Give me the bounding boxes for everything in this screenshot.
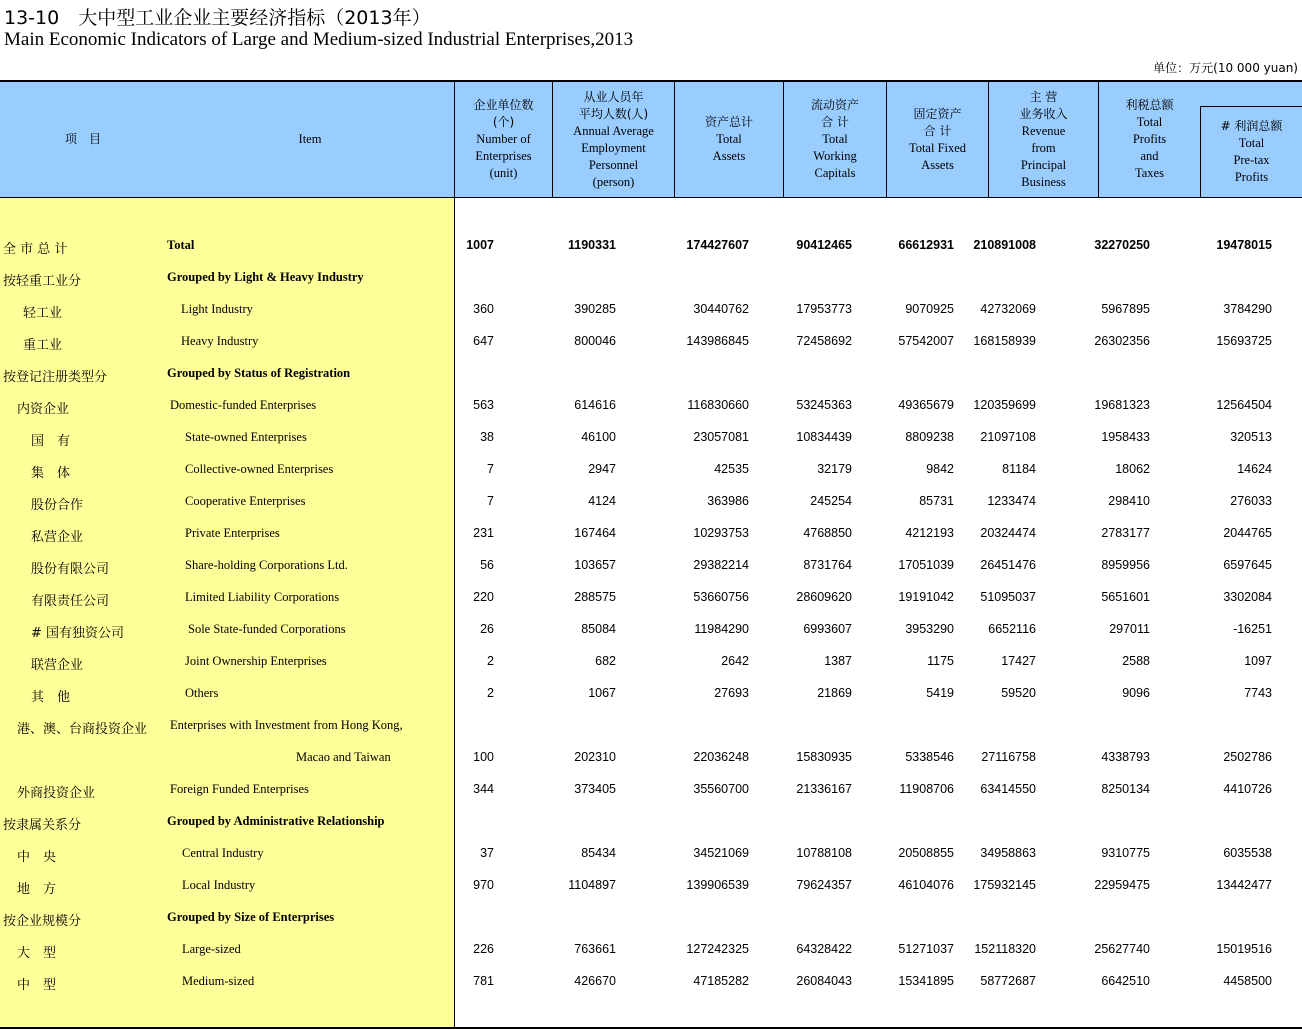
- row-value-col-1: 37: [480, 846, 494, 860]
- table-row: [0, 332, 1302, 352]
- item-stub-column: [0, 198, 455, 1027]
- header-column-7: [1098, 82, 1200, 197]
- row-value-col-4: 64328422: [796, 942, 852, 956]
- row-value-col-7: 5651601: [1101, 590, 1150, 604]
- row-value-col-7: 26302356: [1094, 334, 1150, 348]
- row-value-col-8: 3302084: [1223, 590, 1272, 604]
- header-column-2-cn-line: 从业人员年: [583, 89, 644, 104]
- row-value-col-1: 360: [473, 302, 494, 316]
- header-column-7-en-line: Profits: [1132, 132, 1167, 146]
- row-value-col-5: 46104076: [898, 878, 954, 892]
- row-value-col-5: 57542007: [898, 334, 954, 348]
- row-label-cn: 集 体: [31, 466, 71, 481]
- row-value-col-2: 763661: [574, 942, 616, 956]
- header-column-5-en-line: Assets: [921, 157, 954, 172]
- table-row: [0, 492, 1302, 512]
- row-value-col-1: 231: [473, 526, 494, 540]
- row-label-en: Enterprises with Investment from Hong Kong,: [170, 718, 403, 732]
- row-value-col-2: 1104897: [568, 878, 616, 892]
- row-value-col-7: 2588: [1122, 654, 1150, 668]
- row-value-col-3: 139906539: [686, 878, 749, 892]
- row-label-cn: 其 他: [31, 690, 71, 705]
- row-value-col-8: 2044765: [1223, 526, 1272, 540]
- row-value-col-4: 1387: [824, 654, 852, 668]
- table-row: [0, 876, 1302, 896]
- row-value-col-8: 320513: [1230, 430, 1272, 444]
- row-value-col-5: 8809238: [905, 430, 954, 444]
- header-column-8-en-line: Pre-tax: [1233, 153, 1270, 167]
- row-value-col-4: 90412465: [796, 238, 852, 252]
- header-column-8-en-line: Total: [1238, 136, 1265, 150]
- table-row: [0, 972, 1302, 992]
- row-value-col-4: 17953773: [796, 302, 852, 316]
- row-value-col-1: 26: [480, 622, 494, 636]
- row-value-col-5: 11908706: [899, 782, 954, 796]
- header-item-cn-text: 项 目: [64, 132, 101, 146]
- header-column-1: [454, 82, 552, 197]
- header-column-7-cn-line: 利税总额: [1125, 98, 1174, 112]
- header-column-2-en-line: Personnel: [588, 157, 639, 172]
- row-value-col-2: 288575: [574, 590, 616, 604]
- row-value-col-8: 7743: [1244, 686, 1272, 700]
- header-column-6-en-line: Principal: [1020, 157, 1067, 172]
- row-label-cn: 有限责任公司: [31, 594, 110, 609]
- row-value-col-3: 42535: [714, 462, 749, 476]
- row-label-cn: 外商投资企业: [17, 786, 96, 801]
- row-value-col-2: 167464: [574, 526, 616, 540]
- row-value-col-5: 4212193: [905, 526, 954, 540]
- row-value-col-6: 20324474: [980, 526, 1036, 540]
- row-value-col-3: 23057081: [693, 430, 749, 444]
- header-column-2-en-line: Employment: [581, 140, 646, 155]
- row-value-col-3: 116830660: [687, 398, 749, 412]
- row-value-col-7: 9310775: [1101, 846, 1150, 860]
- header-column-1-en-line: Number of: [476, 132, 531, 146]
- header-column-6-en-line: Revenue: [1021, 123, 1066, 138]
- header-column-5-en-line: Total Fixed: [908, 140, 967, 155]
- row-value-col-5: 9070925: [905, 302, 954, 316]
- row-value-col-7: 4338793: [1101, 750, 1150, 764]
- row-value-col-4: 32179: [817, 462, 852, 476]
- row-value-col-1: 563: [473, 398, 494, 412]
- row-label-en: Limited Liability Corporations: [185, 590, 340, 604]
- row-label-cn: 大 型: [17, 946, 57, 961]
- row-value-col-1: 344: [473, 782, 494, 796]
- header-item-cn: [0, 82, 166, 197]
- row-value-col-2: 46100: [581, 430, 616, 444]
- row-value-col-6: 1233474: [987, 494, 1036, 508]
- row-value-col-3: 53660756: [693, 590, 749, 604]
- row-label-cn: 地 方: [17, 882, 57, 897]
- row-label-en: State-owned Enterprises: [185, 430, 307, 444]
- row-value-col-2: 390285: [574, 302, 616, 316]
- row-label-en: Grouped by Size of Enterprises: [167, 910, 335, 924]
- row-value-col-7: 19681323: [1094, 398, 1150, 412]
- row-value-col-8: 19478015: [1216, 238, 1272, 252]
- row-value-col-5: 1175: [927, 654, 954, 668]
- row-value-col-4: 6993607: [803, 622, 852, 636]
- row-value-col-8: 6597645: [1223, 558, 1272, 572]
- table-row: [0, 908, 1302, 928]
- row-value-col-1: 56: [480, 558, 494, 572]
- row-value-col-3: 2642: [721, 654, 749, 668]
- table-row: [0, 396, 1302, 416]
- row-value-col-6: 58772687: [980, 974, 1036, 988]
- table-row: [0, 812, 1302, 832]
- row-value-col-6: 175932145: [973, 878, 1036, 892]
- row-value-col-3: 143986845: [686, 334, 749, 348]
- row-value-col-6: 81184: [1002, 462, 1036, 476]
- row-label-cn: 按隶属关系分: [3, 818, 82, 833]
- header-column-4: [783, 82, 886, 197]
- row-value-col-6: 34958863: [980, 846, 1036, 860]
- row-label-en: Heavy Industry: [181, 334, 259, 348]
- header-column-2-en-line: (person): [592, 174, 635, 189]
- header-column-5-cn-line: 固定资产: [913, 106, 962, 121]
- row-value-col-2: 2947: [588, 462, 616, 476]
- header-column-1-en-line: Enterprises: [475, 149, 532, 163]
- row-value-col-8: 1097: [1244, 654, 1272, 668]
- row-value-col-6: 27116758: [981, 750, 1036, 764]
- table-row: [0, 620, 1302, 640]
- table-row: [0, 268, 1302, 288]
- header-column-8-cn-line: # 利润总额: [1220, 119, 1283, 133]
- row-value-col-1: 100: [473, 750, 494, 764]
- row-value-col-5: 15341895: [898, 974, 954, 988]
- row-label-en: Joint Ownership Enterprises: [185, 654, 327, 668]
- row-label-cn: 中 央: [17, 850, 57, 865]
- header-item-en-text: Item: [298, 132, 322, 146]
- table-row: [0, 940, 1302, 960]
- row-value-col-8: 4410726: [1223, 782, 1272, 796]
- header-column-1-cn-line: (个): [492, 115, 515, 129]
- header-column-2: [552, 82, 674, 197]
- row-value-col-3: 30440762: [693, 302, 749, 316]
- row-value-col-2: 85434: [581, 846, 616, 860]
- row-value-col-1: 7: [487, 462, 494, 476]
- row-value-col-6: 6652116: [988, 622, 1036, 636]
- row-value-col-6: 21097108: [980, 430, 1036, 444]
- row-label-en: Others: [185, 686, 219, 700]
- header-column-7-en-line: Total: [1136, 115, 1163, 129]
- row-value-col-8: 3784290: [1223, 302, 1272, 316]
- row-value-col-6: 42732069: [980, 302, 1036, 316]
- row-value-col-7: 298410: [1108, 494, 1150, 508]
- row-value-col-1: 970: [473, 878, 494, 892]
- row-value-col-5: 9842: [926, 462, 954, 476]
- table-row: [0, 364, 1302, 384]
- row-label-cn: 轻工业: [23, 306, 63, 321]
- row-value-col-5: 3953290: [905, 622, 954, 636]
- header-column-4-cn-line: 合 计: [821, 115, 849, 129]
- row-value-col-4: 26084043: [796, 974, 852, 988]
- row-label-cn: 港、澳、台商投资企业: [17, 722, 148, 737]
- header-column-4-en-line: Working: [813, 149, 857, 163]
- page-title-english: Main Economic Indicators of Large and Medium-sized Industrial Enterprises,2013: [4, 29, 634, 50]
- row-label-cn: 股份有限公司: [31, 562, 110, 577]
- header-column-1-cn-line: 企业单位数: [473, 98, 534, 112]
- row-value-col-5: 5419: [926, 686, 954, 700]
- row-value-col-8: 15693725: [1216, 334, 1272, 348]
- row-value-col-4: 245254: [810, 494, 852, 508]
- row-value-col-4: 21336167: [796, 782, 852, 796]
- table-row: [0, 652, 1302, 672]
- row-value-col-7: 22959475: [1094, 878, 1150, 892]
- row-label-cn: 国 有: [31, 434, 71, 449]
- row-label-cn: # 国有独资公司: [31, 626, 125, 641]
- row-label-cn: 私营企业: [31, 530, 84, 545]
- row-value-col-5: 5338546: [905, 750, 954, 764]
- row-label-en: Private Enterprises: [185, 526, 280, 540]
- row-value-col-8: 6035538: [1223, 846, 1272, 860]
- row-label-cn: 中 型: [17, 978, 57, 993]
- row-value-col-7: 9096: [1122, 686, 1150, 700]
- row-value-col-3: 35560700: [693, 782, 749, 796]
- row-label-en: Large-sized: [182, 942, 241, 956]
- row-value-col-8: 4458500: [1223, 974, 1272, 988]
- row-value-col-7: 32270250: [1094, 238, 1150, 252]
- row-value-col-5: 85731: [919, 494, 954, 508]
- row-label-en: Collective-owned Enterprises: [185, 462, 334, 476]
- row-value-col-4: 15830935: [796, 750, 852, 764]
- bottom-rule: [0, 1027, 1302, 1029]
- table-row: [0, 460, 1302, 480]
- row-value-col-3: 47185282: [693, 974, 749, 988]
- row-value-col-3: 22036248: [693, 750, 749, 764]
- row-value-col-7: 297011: [1109, 622, 1150, 636]
- row-value-col-4: 10834439: [796, 430, 852, 444]
- row-value-col-1: 1007: [466, 238, 494, 252]
- row-value-col-7: 8250134: [1101, 782, 1150, 796]
- row-label-cn: 全 市 总 计: [3, 242, 68, 257]
- table-row: [0, 716, 1302, 736]
- row-value-col-7: 25627740: [1094, 942, 1150, 956]
- row-value-col-2: 682: [595, 654, 616, 668]
- row-label-en: Central Industry: [182, 846, 264, 860]
- row-value-col-6: 59520: [1001, 686, 1036, 700]
- row-value-col-1: 781: [473, 974, 494, 988]
- row-value-col-8: 12564504: [1216, 398, 1272, 412]
- header-column-1-en-line: (unit): [489, 166, 518, 180]
- header-column-8-en-line: Profits: [1234, 170, 1269, 184]
- row-value-col-1: 38: [480, 430, 494, 444]
- row-label-en: Grouped by Light & Heavy Industry: [167, 270, 364, 284]
- row-value-col-4: 4768850: [803, 526, 852, 540]
- row-value-col-2: 103657: [574, 558, 616, 572]
- row-value-col-8: -16251: [1233, 622, 1272, 636]
- row-value-col-4: 53245363: [796, 398, 852, 412]
- row-value-col-2: 614616: [574, 398, 616, 412]
- header-item-en: [166, 82, 454, 197]
- row-label-en: Sole State-funded Corporations: [188, 622, 346, 636]
- row-value-col-3: 27693: [714, 686, 749, 700]
- header-column-7-en-line: and: [1140, 149, 1159, 163]
- row-value-col-1: 647: [473, 334, 494, 348]
- row-label-cn: 按企业规模分: [3, 914, 82, 929]
- row-value-col-2: 1067: [588, 686, 616, 700]
- table-row: [0, 556, 1302, 576]
- row-value-col-2: 4124: [588, 494, 616, 508]
- row-value-col-4: 79624357: [796, 878, 852, 892]
- row-label-en: Light Industry: [181, 302, 253, 316]
- header-column-6-en-line: Business: [1021, 174, 1066, 189]
- row-value-col-7: 2783177: [1101, 526, 1150, 540]
- header-column-5-cn-line: 合 计: [923, 123, 952, 138]
- row-label-en: Macao and Taiwan: [296, 750, 391, 764]
- row-label-en: Share-holding Corporations Ltd.: [185, 558, 348, 572]
- row-value-col-6: 210891008: [973, 238, 1036, 252]
- row-label-cn: 联营企业: [31, 658, 84, 673]
- header-column-2-en-line: Annual Average: [573, 123, 654, 138]
- row-value-col-3: 174427607: [686, 238, 749, 252]
- row-value-col-5: 17051039: [898, 558, 954, 572]
- header-column-4-en-line: Total: [822, 132, 848, 146]
- row-label-en: Grouped by Administrative Relationship: [167, 814, 385, 828]
- row-label-cn: 按登记注册类型分: [3, 370, 108, 385]
- row-label-en: Local Industry: [182, 878, 256, 892]
- row-value-col-6: 168158939: [973, 334, 1036, 348]
- row-label-en: Cooperative Enterprises: [185, 494, 306, 508]
- table-row: [0, 428, 1302, 448]
- row-value-col-5: 20508855: [898, 846, 954, 860]
- row-value-col-8: 276033: [1230, 494, 1272, 508]
- header-column-3-en-line: Total: [716, 132, 742, 146]
- row-value-col-8: 13442477: [1216, 878, 1272, 892]
- row-value-col-1: 226: [473, 942, 494, 956]
- row-value-col-4: 72458692: [796, 334, 852, 348]
- table-row: [0, 524, 1302, 544]
- row-value-col-7: 18062: [1115, 462, 1150, 476]
- table-row: [0, 844, 1302, 864]
- row-value-col-5: 19191042: [898, 590, 954, 604]
- row-label-cn: 股份合作: [31, 498, 84, 513]
- row-value-col-2: 373405: [574, 782, 616, 796]
- header-column-4-cn-line: 流动资产: [810, 98, 859, 112]
- row-value-col-7: 8959956: [1101, 558, 1150, 572]
- header-column-3-cn-line: 资产总计: [704, 115, 753, 129]
- row-value-col-8: 15019516: [1216, 942, 1272, 956]
- table-row: [0, 748, 1302, 768]
- row-value-col-4: 8731764: [803, 558, 852, 572]
- table-row: [0, 236, 1302, 256]
- row-label-en: Total: [167, 238, 195, 252]
- row-value-col-6: 152118320: [974, 942, 1036, 956]
- row-value-col-3: 127242325: [686, 942, 749, 956]
- row-value-col-3: 34521069: [693, 846, 749, 860]
- header-column-2-cn-line: 平均人数(人): [578, 106, 649, 121]
- row-value-col-1: 2: [487, 654, 494, 668]
- row-value-col-6: 51095037: [980, 590, 1036, 604]
- row-value-col-6: 26451476: [980, 558, 1036, 572]
- header-column-6: [988, 82, 1098, 197]
- row-value-col-2: 426670: [574, 974, 616, 988]
- table-row: [0, 588, 1302, 608]
- row-value-col-8: 2502786: [1223, 750, 1272, 764]
- row-value-col-7: 5967895: [1101, 302, 1150, 316]
- row-value-col-1: 7: [487, 494, 494, 508]
- row-value-col-3: 11984290: [694, 622, 749, 636]
- row-label-en: Medium-sized: [182, 974, 255, 988]
- row-label-en: Grouped by Status of Registration: [167, 366, 351, 380]
- unit-label: 单位：万元(10 000 yuan): [1153, 61, 1298, 75]
- row-value-col-7: 1958433: [1101, 430, 1150, 444]
- row-value-col-2: 1190331: [568, 238, 616, 252]
- header-column-6-cn-line: 主 营: [1029, 89, 1058, 104]
- row-value-col-6: 17427: [1001, 654, 1036, 668]
- row-value-col-7: 6642510: [1101, 974, 1150, 988]
- row-value-col-4: 28609620: [796, 590, 852, 604]
- header-column-7-en-line: Taxes: [1135, 166, 1164, 180]
- table-row: [0, 300, 1302, 320]
- row-value-col-1: 2: [487, 686, 494, 700]
- row-value-col-3: 29382214: [693, 558, 749, 572]
- row-value-col-5: 66612931: [898, 238, 954, 252]
- header-column-3: [674, 82, 783, 197]
- header-column-8: [1200, 106, 1302, 197]
- row-label-en: Foreign Funded Enterprises: [170, 782, 309, 796]
- table-header: [0, 82, 1302, 198]
- row-value-col-2: 85084: [581, 622, 616, 636]
- row-value-col-4: 10788108: [796, 846, 852, 860]
- row-label-cn: 重工业: [23, 338, 63, 353]
- row-value-col-6: 63414550: [980, 782, 1036, 796]
- header-column-6-en-line: from: [1031, 140, 1056, 155]
- header-column-3-en-line: Assets: [712, 149, 746, 163]
- row-label-cn: 按轻重工业分: [3, 274, 82, 289]
- row-label-cn: 内资企业: [17, 402, 70, 417]
- page-title-chinese: 13-10 大中型工业企业主要经济指标（2013年）: [4, 7, 431, 29]
- row-value-col-2: 800046: [574, 334, 616, 348]
- row-value-col-6: 120359699: [973, 398, 1036, 412]
- table-row: [0, 684, 1302, 704]
- row-value-col-5: 49365679: [898, 398, 954, 412]
- row-label-en: Domestic-funded Enterprises: [170, 398, 317, 412]
- header-column-6-cn-line: 业务收入: [1019, 106, 1068, 121]
- header-column-5: [886, 82, 988, 197]
- row-value-col-4: 21869: [817, 686, 852, 700]
- row-value-col-3: 363986: [707, 494, 749, 508]
- table-row: [0, 780, 1302, 800]
- row-value-col-1: 220: [473, 590, 494, 604]
- row-value-col-3: 10293753: [693, 526, 749, 540]
- row-value-col-8: 14624: [1237, 462, 1272, 476]
- header-column-4-en-line: Capitals: [814, 166, 856, 180]
- row-value-col-2: 202310: [574, 750, 616, 764]
- row-value-col-5: 51271037: [898, 942, 954, 956]
